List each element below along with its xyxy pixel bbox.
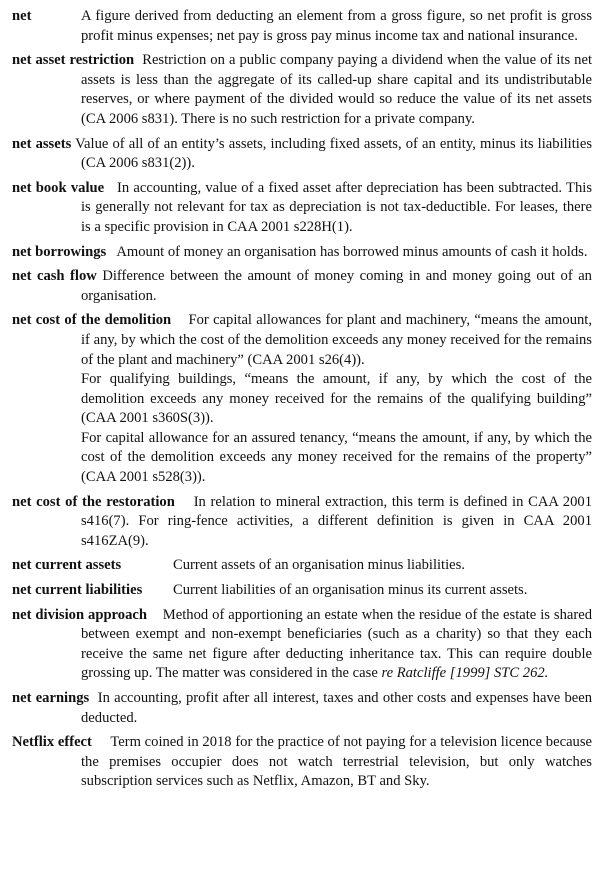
entry-term: net current assets	[12, 557, 122, 574]
entry-net-book-value	[12, 179, 592, 238]
entry-net-cost-of-the-demolition	[12, 311, 592, 487]
entry-term: net earnings	[12, 690, 90, 706]
entry-definition: In accounting, profit after all interest, taxes and other costs and expenses have been deducted.	[81, 690, 593, 726]
entry-net	[12, 7, 592, 46]
entry-term: net borrowings	[12, 243, 107, 260]
entry-definition: Amount of money an organisation has borrowed minus amounts of cash it holds.	[116, 243, 588, 260]
entry-definition-paragraph: For capital allowance for an assured tenancy, “means the amount, if any, by which the cost of the demolition exceeds any money received for the remains of the property” (CAA 2001 s528(3)).	[81, 429, 592, 486]
entry-term: net	[12, 8, 32, 24]
entry-term: net book value	[12, 179, 105, 196]
entry-term: net cost of the demolition	[12, 312, 172, 329]
entry-definition: In relation to mineral extraction, this term is defined in CAA 2001 s416(7). For ring-fence activities, a different definition is given in CAA 2001 s416ZA(9).	[81, 493, 592, 549]
entry-term: net cost of the restoration	[12, 493, 175, 510]
entry-definition: Method of apportioning an estate when the residue of the estate is shared between exempt and non-exempt beneficiaries (such as a charity) so that they each receive the same net figure after deducting inheritance tax. This can require double grossing up. The matter was considered in the case	[81, 606, 592, 682]
entry-definition: For capital allowances for plant and machinery, “means the amount, if any, by which the cost of the demolition exceeds any money received for the remains of the plant and machinery” (CAA 2001 s26(4)).	[81, 312, 592, 368]
entry-net-earnings	[12, 689, 592, 728]
entry-definition: Value of all of an entity’s assets, including fixed assets, of an entity, minus its liabilities (CA 2006 s831(2)).	[75, 135, 592, 172]
entry-definition: Current assets of an organisation minus liabilities.	[173, 557, 465, 574]
entry-net-assets	[12, 135, 592, 174]
entry-term: net asset restriction	[12, 52, 135, 69]
entry-net-division-approach	[12, 606, 592, 684]
entry-definition: In accounting, value of a fixed asset after depreciation has been subtracted. This is generally not relevant for tax as depreciation is not tax-deductible. For leases, there is a specific provision in CAA 2001 s228H(1).	[81, 179, 593, 235]
entry-term: net assets	[12, 135, 72, 152]
entry-net-cash-flow	[12, 267, 592, 306]
case-citation: re Ratcliffe [1999] STC 262.	[381, 665, 549, 682]
entry-net-cost-of-the-restoration	[12, 493, 592, 552]
entry-definition: Restriction on a public company paying a dividend when the value of its net assets is less than the aggregate of its called-up share capital and its undistributable reserves, or where payment of the divided would so reduce the value of its net assets (CA 2006 s831). There is no such restriction for a private company.	[81, 52, 593, 127]
entry-net-current-assets	[12, 556, 592, 576]
entry-definition: Term coined in 2018 for the practice of not paying for a television licence because the premises occupier does not watch terrestrial television, but only watches subscription services such as Netflix, Amazon, BT and Sky.	[81, 734, 592, 790]
entry-term: net current liabilities	[12, 582, 143, 599]
entry-definition: Current liabilities of an organisation minus its current assets.	[173, 582, 528, 599]
entry-term: net cash flow	[12, 268, 97, 285]
entry-net-asset-restriction	[12, 51, 592, 129]
entry-definition: Difference between the amount of money coming in and money going out of an organisation.	[81, 268, 592, 304]
entry-definition-paragraph: For qualifying buildings, “means the amount, if any, by which the cost of the demolition exceeds any money received for the remains of the qualifying building” (CAA 2001 s360S(3)).	[81, 371, 592, 427]
entry-term: net division approach	[12, 606, 147, 623]
entry-term: Netflix effect	[12, 734, 92, 751]
entry-netflix-effect	[12, 733, 592, 792]
entry-net-current-liabilities	[12, 581, 592, 601]
entry-definition: A figure derived from deducting an element from a gross figure, so net profit is gross profit minus expenses; net pay is gross pay minus income tax and national insurance.	[81, 8, 592, 44]
entry-net-borrowings	[12, 243, 592, 263]
